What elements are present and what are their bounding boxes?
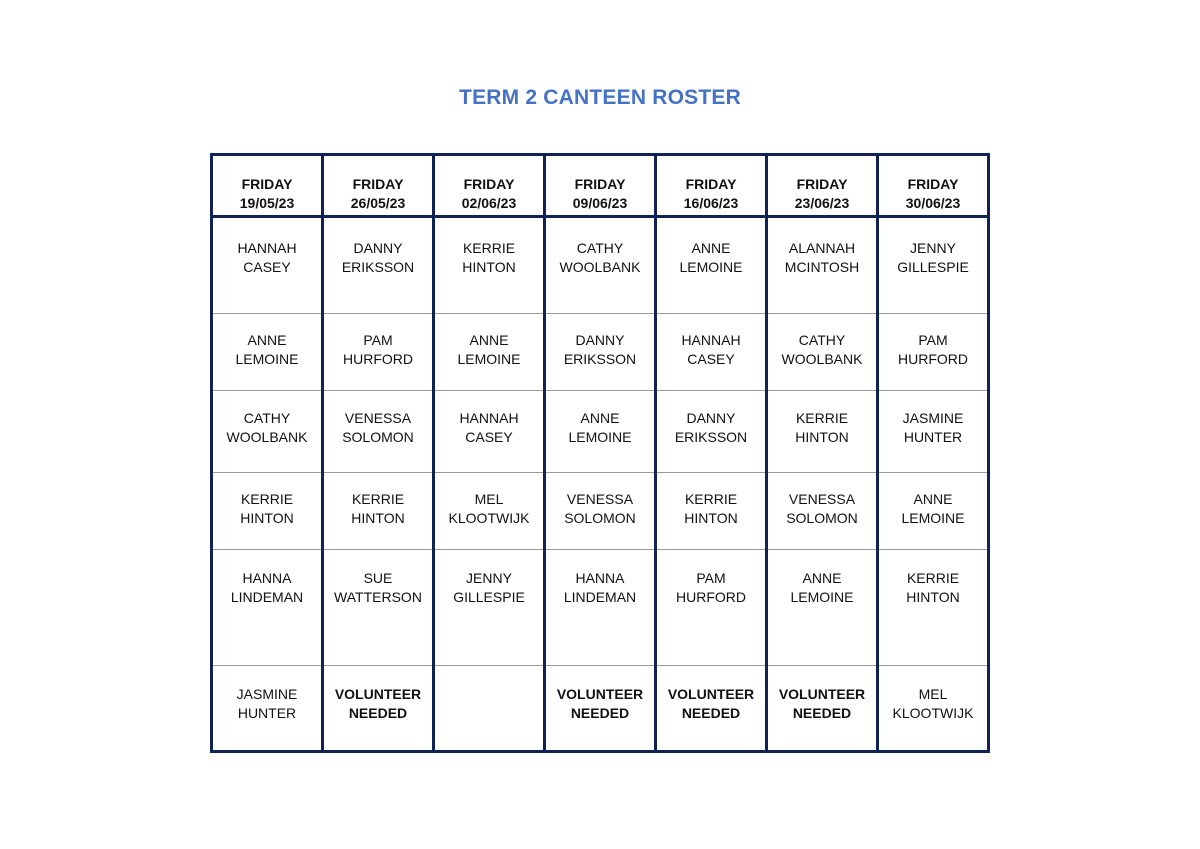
roster-cell	[434, 550, 545, 666]
header-date: 19/05/23	[239, 195, 295, 211]
roster-cell	[323, 473, 434, 550]
roster-cell	[323, 391, 434, 473]
last-name: SOLOMON	[786, 510, 858, 526]
roster-cell	[323, 314, 434, 391]
roster-row	[212, 550, 989, 666]
roster-cell	[878, 550, 989, 666]
roster-cell	[212, 666, 323, 752]
roster-cell	[545, 217, 656, 314]
roster-cell	[656, 391, 767, 473]
last-name: HINTON	[462, 259, 516, 275]
header-day: FRIDAY	[685, 176, 737, 192]
last-name: GILLESPIE	[897, 259, 969, 275]
needed-label: NEEDED	[570, 705, 630, 721]
roster-cell	[212, 391, 323, 473]
last-name: CASEY	[687, 351, 735, 367]
last-name: LINDEMAN	[563, 589, 637, 605]
roster-row	[212, 473, 989, 550]
first-name: CATHY	[576, 240, 624, 256]
first-name: MEL	[918, 686, 948, 702]
roster-cell	[323, 550, 434, 666]
roster-cell	[878, 473, 989, 550]
header-day: FRIDAY	[796, 176, 848, 192]
last-name: CASEY	[243, 259, 291, 275]
first-name: KERRIE	[240, 491, 294, 507]
last-name: HUNTER	[237, 705, 297, 721]
first-name: CATHY	[798, 332, 846, 348]
roster-cell	[656, 550, 767, 666]
roster-cell	[878, 217, 989, 314]
header-day: FRIDAY	[352, 176, 404, 192]
first-name: SUE	[363, 570, 393, 586]
last-name: HURFORD	[898, 351, 968, 367]
roster-row	[212, 217, 989, 314]
header-date: 16/06/23	[683, 195, 739, 211]
column-header	[545, 155, 656, 217]
first-name: KERRIE	[462, 240, 516, 256]
first-name: ANNE	[691, 240, 731, 256]
first-name: HANNA	[575, 570, 625, 586]
roster-cell	[767, 314, 878, 391]
roster-cell	[212, 217, 323, 314]
roster-cell	[767, 391, 878, 473]
last-name: LEMOINE	[790, 589, 854, 605]
first-name: VENESSA	[344, 410, 412, 426]
last-name: LEMOINE	[901, 510, 965, 526]
roster-cell	[212, 473, 323, 550]
roster-row	[212, 391, 989, 473]
header-date: 26/05/23	[350, 195, 406, 211]
first-name: PAM	[363, 332, 393, 348]
first-name: ANNE	[580, 410, 620, 426]
needed-label: NEEDED	[792, 705, 852, 721]
roster-cell	[323, 217, 434, 314]
roster-table	[210, 153, 990, 753]
first-name: KERRIE	[795, 410, 849, 426]
roster-cell	[434, 217, 545, 314]
last-name: MCINTOSH	[784, 259, 860, 275]
last-name: LINDEMAN	[230, 589, 304, 605]
first-name: ANNE	[802, 570, 842, 586]
last-name: HINTON	[351, 510, 405, 526]
first-name: PAM	[696, 570, 726, 586]
volunteer-needed-cell	[767, 666, 878, 752]
roster-cell	[656, 217, 767, 314]
first-name: ANNE	[913, 491, 953, 507]
last-name: HINTON	[684, 510, 738, 526]
roster-cell	[545, 391, 656, 473]
roster-cell	[656, 314, 767, 391]
roster-cell	[656, 473, 767, 550]
first-name: ALANNAH	[788, 240, 856, 256]
first-name: KERRIE	[351, 491, 405, 507]
last-name: GILLESPIE	[453, 589, 525, 605]
header-date: 02/06/23	[461, 195, 517, 211]
header-day: FRIDAY	[907, 176, 959, 192]
last-name: HINTON	[906, 589, 960, 605]
header-date: 09/06/23	[572, 195, 628, 211]
first-name: ANNE	[469, 332, 509, 348]
roster-cell	[545, 314, 656, 391]
roster-cell	[212, 314, 323, 391]
roster-cell	[878, 666, 989, 752]
last-name: CASEY	[465, 429, 513, 445]
first-name: VENESSA	[566, 491, 634, 507]
roster-cell	[434, 391, 545, 473]
volunteer-label: VOLUNTEER	[667, 686, 755, 702]
roster-cell	[767, 550, 878, 666]
volunteer-needed-cell	[656, 666, 767, 752]
last-name: KLOOTWIJK	[448, 510, 530, 526]
roster-row	[212, 666, 989, 752]
first-name: VENESSA	[788, 491, 856, 507]
last-name: LEMOINE	[457, 351, 521, 367]
first-name: KERRIE	[684, 491, 738, 507]
first-name: DANNY	[353, 240, 403, 256]
roster-cell	[545, 473, 656, 550]
first-name: HANNAH	[237, 240, 297, 256]
header-day: FRIDAY	[574, 176, 626, 192]
column-header	[767, 155, 878, 217]
first-name: HANNAH	[459, 410, 519, 426]
last-name: WOOLBANK	[781, 351, 863, 367]
column-header	[878, 155, 989, 217]
first-name: KERRIE	[906, 570, 960, 586]
column-header	[434, 155, 545, 217]
roster-cell	[212, 550, 323, 666]
roster-cell	[878, 314, 989, 391]
needed-label: NEEDED	[348, 705, 408, 721]
first-name: HANNA	[242, 570, 292, 586]
last-name: HUNTER	[903, 429, 963, 445]
column-header	[656, 155, 767, 217]
header-row	[212, 155, 989, 217]
first-name: DANNY	[686, 410, 736, 426]
volunteer-label: VOLUNTEER	[556, 686, 644, 702]
page-title: TERM 2 CANTEEN ROSTER	[459, 86, 741, 109]
header-date: 23/06/23	[794, 195, 850, 211]
last-name: ERIKSSON	[674, 429, 748, 445]
roster-cell	[434, 314, 545, 391]
volunteer-label: VOLUNTEER	[334, 686, 422, 702]
first-name: JASMINE	[236, 686, 298, 702]
first-name: PAM	[918, 332, 948, 348]
header-date: 30/06/23	[905, 195, 961, 211]
last-name: KLOOTWIJK	[892, 705, 974, 721]
last-name: WOOLBANK	[559, 259, 641, 275]
last-name: ERIKSSON	[563, 351, 637, 367]
roster-cell	[767, 217, 878, 314]
first-name: ANNE	[247, 332, 287, 348]
roster-cell	[434, 473, 545, 550]
volunteer-label: VOLUNTEER	[778, 686, 866, 702]
last-name: LEMOINE	[679, 259, 743, 275]
roster-cell	[767, 473, 878, 550]
last-name: HINTON	[240, 510, 294, 526]
header-day: FRIDAY	[241, 176, 293, 192]
empty-cell	[434, 666, 545, 752]
first-name: JASMINE	[902, 410, 964, 426]
header-day: FRIDAY	[463, 176, 515, 192]
column-header	[323, 155, 434, 217]
last-name: HURFORD	[676, 589, 746, 605]
last-name: WOOLBANK	[226, 429, 308, 445]
last-name: SOLOMON	[342, 429, 414, 445]
last-name: ERIKSSON	[341, 259, 415, 275]
last-name: LEMOINE	[235, 351, 299, 367]
first-name: MEL	[474, 491, 504, 507]
last-name: LEMOINE	[568, 429, 632, 445]
first-name: JENNY	[910, 240, 956, 256]
last-name: HINTON	[795, 429, 849, 445]
volunteer-needed-cell	[545, 666, 656, 752]
first-name: DANNY	[575, 332, 625, 348]
first-name: CATHY	[243, 410, 291, 426]
needed-label: NEEDED	[681, 705, 741, 721]
roster-row	[212, 314, 989, 391]
roster-cell	[878, 391, 989, 473]
first-name: JENNY	[466, 570, 512, 586]
last-name: SOLOMON	[564, 510, 636, 526]
roster-cell	[545, 550, 656, 666]
first-name: HANNAH	[681, 332, 741, 348]
column-header	[212, 155, 323, 217]
volunteer-needed-cell	[323, 666, 434, 752]
last-name: HURFORD	[343, 351, 413, 367]
last-name: WATTERSON	[334, 589, 422, 605]
